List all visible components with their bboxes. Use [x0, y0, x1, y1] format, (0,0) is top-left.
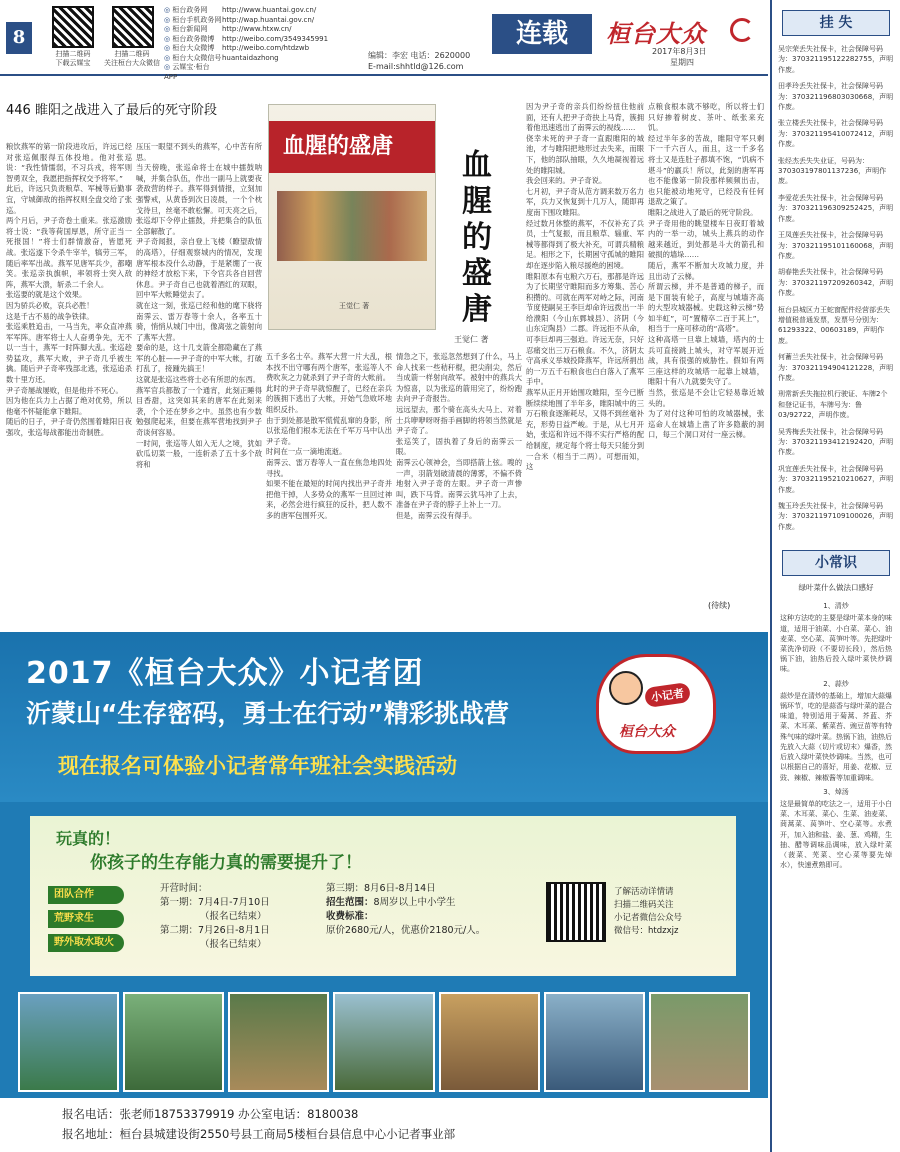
email-line[interactable]: E-mail:shhtld@126.com [368, 62, 464, 71]
list-item: 吴宗荣丢失社保卡，社会保障号码为：370321195122282755，声明作废。 [778, 45, 894, 74]
link-url[interactable]: http://www.htxw.cn/ [222, 25, 292, 33]
tips-title: 绿叶菜什么做法口感好 [798, 583, 874, 593]
schedule-period-2: 第二期：7月26日-8月1日 [160, 925, 270, 936]
ad-contact [0, 1098, 768, 1152]
list-item: 吴秀梅丢失社保卡，社会保障号码为：370321193412192420，声明作废。 [778, 427, 894, 457]
camp-photo [18, 992, 119, 1092]
tag-water-fire: 野外取水取火 [48, 934, 124, 952]
article-title: 446 睢阳之战进入了最后的死守阶段 [6, 103, 217, 118]
ad-subheadline: 沂蒙山“生存密码，勇士在行动”精彩挑战营 [26, 699, 509, 728]
article-column-1: 粮饮燕军的第一阶段进攻后，许远已经对张巡佩服得五体投地。他对张巡说：“我性情懦弱，不习兵戎，将军则智勇双全，我愿把指挥权交予将军。” 此后，许远只负责粮草、军械等后勤事宜，守城御敌的指挥权则全盘交给了张巡。 两个月后，尹子奇卷土重来。张巡激励将士说：“我等荷国厚恩，所守正当一死报国！”将士们群情激奋，皆愿死战。张巡遂下令杀牛宰羊，犒劳三军，随后率军出战。燕军见唐军兵少，都嘲笑。张巡亲执旗帜，率领将士突入敌阵，燕军大溃，斩杀二千余人。 张巡要的就是这个效果。 因为骄兵必败，哀兵必胜！ 这是千古不易的战争铁律。 张巡乘胜追击，一马当先，率众直冲燕军军阵。唐军将士人人奋勇争先，无不以一当十，燕军一时阵脚大乱。张巡趁势猛攻，燕军大败，尹子奇几乎被生擒。随后尹子奇率残部北逃，张巡追杀数十里方还。 尹子奇屡战屡败，但是他并不死心。 因为他在兵力上占据了绝对优势，所以他毫不怀疑能拿下睢阳。 随后的日子，尹子奇仍然围着睢阳日夜强攻，张巡每战都能出奇制胜。 [6, 142, 132, 438]
fee-label: 收费标准： [326, 911, 374, 922]
link-row: ◎ 桓台政务微博 http://weibo.com/3549345991 [164, 35, 328, 45]
link-row: ◎ 云媒宝·桓台APP [164, 63, 328, 82]
ad-banner [0, 632, 768, 802]
reporter-camp-ad [0, 632, 768, 1152]
list-item: 张经杰丢失失业证，号码为：370303197801137236，声明作废。 [778, 156, 887, 186]
editor-info [368, 50, 470, 72]
list-item: 胡春艳丢失社保卡，社会保障号码为：370321197209260342，声明作废。 [778, 268, 894, 298]
schedule-period-1: 第一期：7月4日-7月10日 [160, 897, 270, 908]
schedule-period-2-note: （报名已结束） [200, 939, 267, 950]
tip-heading: 1、清炒 [823, 602, 849, 611]
tip-text: 这种方法吃的主要是绿叶菜本身的味道，适用于油菜、小白菜、菜心、油麦菜、空心菜、莴笋叶等。先把绿叶菜洗净切段（不要切长段），然后热锅下油，油热后投入绿叶菜快炒调味。 [780, 614, 892, 674]
camp-photo [544, 992, 645, 1092]
schedule-period-3: 第三期：8月6日-8月14日 [326, 883, 436, 894]
list-item: 桓台县城区力王蛇窗配件经营部丢失增值税普通发票，发票号分别为：61293322、00603189，声明作废。 [778, 305, 890, 345]
tips-heading: 小常识 [782, 550, 890, 576]
cover-illustration [277, 191, 427, 261]
list-item: 巩宜莲丢失社保卡，社会保障号码为：370321195210210627，声明作废。 [778, 464, 894, 494]
link-url: huantaidazhong [222, 53, 279, 62]
section-tag: 连载 [492, 14, 592, 54]
page-number: 8 [6, 22, 32, 54]
site-links [164, 6, 328, 82]
brand-logo: 桓台大众 [606, 19, 706, 48]
qr-code-download[interactable] [52, 6, 94, 48]
camp-photo [649, 992, 750, 1092]
photo-strip [18, 992, 750, 1092]
list-item: 田孝玲丢失社保卡，社会保障号码为：370321196803030668，声明作废。 [778, 82, 894, 112]
tip-heading: 3、焯汤 [823, 787, 849, 796]
tag-survival: 荒野求生 [48, 910, 124, 928]
link-url[interactable]: http://weibo.com/htdzwb [222, 44, 310, 52]
enroll-block [326, 882, 536, 938]
list-item: 张立楼丢失社保卡，社会保障号码为：370321195410072412，声明作废。 [778, 119, 894, 149]
link-row: ◎ 桓台大众微信号 huantaidazhong [164, 54, 328, 64]
mascot-face-icon [609, 671, 643, 705]
tip-text: 这是最简单的吃法之一，适用于小白菜、木耳菜、菜心、生菜、油麦菜、茼蒿菜、莴笋叶、空心菜等。水煮开，加入油和盐、姜、葱、鸡精，生抽、醋等调味品调味，放入绿叶菜（菠菜、芜菜、空心菜等要先焯水），快速煮熟即可。 [780, 799, 892, 870]
to-be-continued: (待续) [708, 601, 731, 610]
camp-photo [123, 992, 224, 1092]
schedule-title: 开营时间： [160, 883, 208, 894]
page-header [0, 0, 768, 81]
book-cover-image [268, 104, 436, 330]
link-row: ◎ 桓台新闻网 http://www.htxw.cn/ [164, 25, 328, 35]
camp-photo [333, 992, 434, 1092]
panel-headline: 玩真的！ [56, 829, 121, 848]
qr-code-wechat[interactable] [112, 6, 154, 48]
author-byline: 王觉仁 著 [454, 335, 489, 344]
wechat-qr-code[interactable] [546, 882, 606, 942]
qr-instructions: 了解活动详情请 扫描二维码关注 小记者微信公众号 微信号：htdzxjz [614, 887, 683, 936]
serial-article [0, 96, 768, 630]
editor-line: 编辑：李宏 电话：2620000 [368, 51, 471, 60]
range-label: 招生范围： [326, 897, 374, 908]
contact-phone: 报名电话：张老师18753379919 办公室电话：8180038 [62, 1107, 359, 1121]
article-column-6: 点粮食根本就不够吃，所以将士们只好掺着树皮、茶叶、纸张来充饥。 经过半年多的苦战，睢阳守军只剩下一千六百人，而且，这一千多名将士又是连肚子都填不饱，“饥病不堪斗”的羸兵！所以，此刻的唐军再也不能像第一阶段那样频频出击，也只能被动地死守，已经没有任何退敌之策了。 睢阳之战进入了最后的死守阶段。 尹子奇用他的眺望楼车日夜盯着城内的一举一动，城头上燕兵的动作越来越近，到处都是斗大的箭孔和破损的墙垛…… 随后，燕军不断加大攻城力度，并且出动了云梯。 所谓云梯，并不是普通的梯子，而是下面装有轮子，高度与城墙齐高的大型攻城器械。史载这种云梯“势如半虹”，可“置精卒二百于其上”，相当于一座可移动的“高塔”。 这种高塔一旦靠上城墙，塔内的士兵可直接跳上城头，对守军展开近战，具有很强的威胁性。假如有两三座这样的攻城塔一起靠上城墙，睢阳十有八九就要失守了。 当然，张巡是不会让它轻易靠近城头的。 为了对付这种可怕的攻城器械，张巡命人在城墙上凿了许多隐蔽的洞口，每三个洞口对付一座云梯。 [648, 102, 764, 440]
article-column-2: 压压一眼望不到头的燕军，心中苦有所思。 当天傍晚，张巡命将士在城中擂鼓呐喊，并集合队伍，作出一副马上就要夜袭敌营的样子。燕军得到情报，立刻加强警戒，从黄昏到次日凌晨，一个个枕戈待旦，丝毫不敢松懈。可天亮之后，张巡却下令停止擂鼓，并把集合的队伍全部解散了。 尹子奇闻报，亲自登上飞楼（瞭望敌情的高塔），仔细观察城内的情况，发现唐军根本没什么动静，于是紧绷了一夜的神经才放松下来，下令官兵各自回营休息。尹子奇自己也就着酒红的双眼，回中军大帐睡觉去了。 就在这一刻，张巡已经和他的麾下骁将南霁云、雷万春等十余人，各率五十骑，悄悄从城门中出，像离弦之箭射向了燕军大营。 要命的是，这十几支箭全都隐藏在了燕军的心脏——尹子奇的中军大帐，打破打乱了，接踵先搞王！ 这就是张巡这些将士必有所思的东西。 燕军官兵都散了一个通宵，此刻正睡得目香甜，这突如其来的唐军在此刻来袭，个个还在梦乡之中。虽然也有少数勉强爬起来，但要在燕军营地找到尹子奇谈何容易。 一时间，张巡等人如入无人之境，犹如砍瓜切菜一般，一连斩杀了五十多个敌将和 [136, 142, 262, 469]
sidebar [770, 0, 900, 1152]
issue-date: 2017年8月3日 星期四 [652, 47, 707, 67]
brand-icon [730, 18, 754, 42]
tip-heading: 2、蒜炒 [823, 679, 849, 688]
mascot-logo [596, 654, 716, 754]
vertical-title: 血腥的盛唐 [462, 148, 492, 327]
contact-address: 报名地址：桓台县城建设街2550号县工商局5楼桓台县信息中心小记者事业部 [62, 1127, 456, 1141]
tag-teamwork: 团队合作 [48, 886, 124, 904]
book-cover-author: 王觉仁 著 [339, 302, 370, 310]
list-item: 何蓄兰丢失社保卡，社会保障号码为：370321194904121228，声明作废。 [778, 353, 894, 382]
panel-subheadline: 你孩子的生存能力真的需要提升了！ [90, 853, 362, 873]
link-row: ◎ 桓台政务网 http://www.huantai.gov.cn/ [164, 6, 328, 16]
list-item: 李爱花丢失社保卡，社会保障号码为：370321196309252425，声明作废。 [778, 193, 894, 223]
lost-notice-list [772, 42, 900, 540]
mascot-brand: 桓台大众 [619, 724, 675, 740]
ad-headline: 2017《桓台大众》小记者团 [26, 656, 424, 691]
tip-text: 蒜炒是在清炒的基础上，增加大蒜爆锅环节，吃的是蒜香与绿叶菜的混合味道，特别适用于菊蒿、芥蓝、芥菜、木耳菜、紫菜苔、豌豆苗等有特殊气味的绿叶菜。热锅下油，油热后先放入大蒜（切片或切末）爆香，然后放入绿叶菜快炒调味。当然，也可以根据自己的喜好，用姜、花椒、豆豉、辣椒、辣椒酱等加重调味。 [780, 691, 892, 782]
link-url[interactable]: http://wap.huantai.gov.cn/ [222, 15, 315, 24]
qr-label-wechat: 扫描二维码 关注桓台大众微信 [104, 50, 160, 67]
range-value: 8周岁以上中小学生 [373, 897, 456, 908]
mascot-tag: 小记者 [644, 682, 691, 708]
link-row: ◎ 桓台手机政务网 http://wap.huantai.gov.cn/ [164, 16, 328, 26]
camp-photo [228, 992, 329, 1092]
qr-label-download: 扫描二维码 下载云媒宝 [55, 50, 91, 67]
fee-value: 原价2680元/人，优惠价2180元/人。 [326, 925, 486, 936]
list-item: 魏玉玲丢失社保卡，社会保障号码为：370321197109100026，声明作废。 [778, 502, 894, 531]
ad-callout: 现在报名可体验小记者常年班社会实践活动 [58, 754, 457, 778]
schedule-block [160, 882, 270, 952]
book-cover-title: 血腥的盛唐 [283, 133, 394, 159]
link-row: ◎ 桓台大众微博 http://weibo.com/htdzwb [164, 44, 328, 54]
link-url[interactable]: http://www.huantai.gov.cn/ [222, 6, 317, 14]
article-column-3: 五千多名士卒。燕军大营一片大乱，根本找不出守哪有两个唐军，张巡等人不费吹灰之力就杀到了尹子奇的大帐前。 此时的尹子奇早就惊醒了，已经在亲兵的簇拥下逃出了大帐，开始气急败坏地组织反扑。 由于到处都是散军慌慌乱窜的身影，所以张巡他们根本无法在千军万马中认出尹子奇。 时间在一点一滴地流逝。 南霁云、雷万春等人一直在焦急地四处寻找。 如果不能在最短的时间内找出尹子奇并把他干掉，人多势众的燕军一旦回过神来，必然会进行疯狂的反扑，把人数不多的唐军包围歼灭。 [266, 352, 392, 520]
lost-notice-heading: 挂 失 [782, 10, 890, 36]
article-column-5: 因为尹子奇的亲兵们纷纷扭住他前面，还有人把尹子奇抉上马背，簇拥着他迅速逃出了南霁云的视线…… 侥幸未死的尹子奇一直跟睢阳的城池，才与睢阳把地形过去失来，而眼下，他的部队抽眼，久久地凝视着远处的睢阳城。 我会回来的。尹子奇说。 七月初，尹子奇从范方调来数万名力军，兵力又恢复到十几万人，随即再度南下围攻睢阳。 经过数月休整的燕军，不仅补充了兵员，士气复振，而且粮草、辎重、军械等都得到了极大补充，可谓兵精粮足。相形之下，长期困守孤城的睢阳却在逐步陷入粮尽援绝的困境。 睢阳原本有屯粮六万石，那都是许远为了长期坚守睢阳而多方筹集、苦心积攒的。可就在两军对峙之际，河南节度使嗣吴王李巨却命许远拨出一半给濮阳（今山东鄄城县）、济阴（今山东定陶县）二郡。许远拒不从命，可李巨却再三强迫。许远无奈，只好忍痛交出三万石粮食。不久，济阴太守高承义举城投降燕军，许远所捐出的一万五千石粮食也白白落入了燕军手中。 燕军从正月开始围攻睢阳，至今已断断续续地围了半年多，睢阳城中的三万石粮食逐渐耗尽，又得不到丝毫补充，形势日益严峻。于是，从七月开始，张巡和许远不得不实行严格的配给制度，规定每个将士每天只能分到一合米（相当于二两）。可想而知，这 [526, 102, 644, 472]
schedule-period-1-note: （报名已结束） [200, 911, 267, 922]
list-item: 刑常新丢失拖拉机行驶证、车牌2个和登记证书，车牌号为：鲁03/92722，声明作废。 [778, 390, 888, 420]
list-item: 王凤莲丢失社保卡，社会保障号码为：370321195101160068，声明作废。 [778, 231, 894, 260]
article-column-4: 情急之下，张巡忽然想到了什么，马上命人找来一些秸秆棍，把尖削尖，然后当成箭一样射向敌军。被射中的燕兵大为惊喜，以为张巡的箭用完了，纷纷跑去向尹子奇报告。 远远望去，那个骑在高头大马上、对着士兵咿咿呀呀指手画脚的将领当然就是尹子奇了。 张巡笑了，固执着了身后的南霁云一眼。 南霁云心领神会，当即搭箭上弦。嗖的一声，羽箭划破清晨的薄雾，不偏不倚地射入尹子奇的左眼。尹子奇一声惨叫，跌下马背。南霁云犹马冲了上去，准备在尹子奇的脖子上补上一刀。 但是，南霁云没有得手。 [396, 352, 522, 520]
camp-info-panel [30, 816, 736, 976]
link-url[interactable]: http://weibo.com/3549345991 [222, 34, 329, 43]
tips-body [772, 601, 900, 870]
camp-photo [439, 992, 540, 1092]
